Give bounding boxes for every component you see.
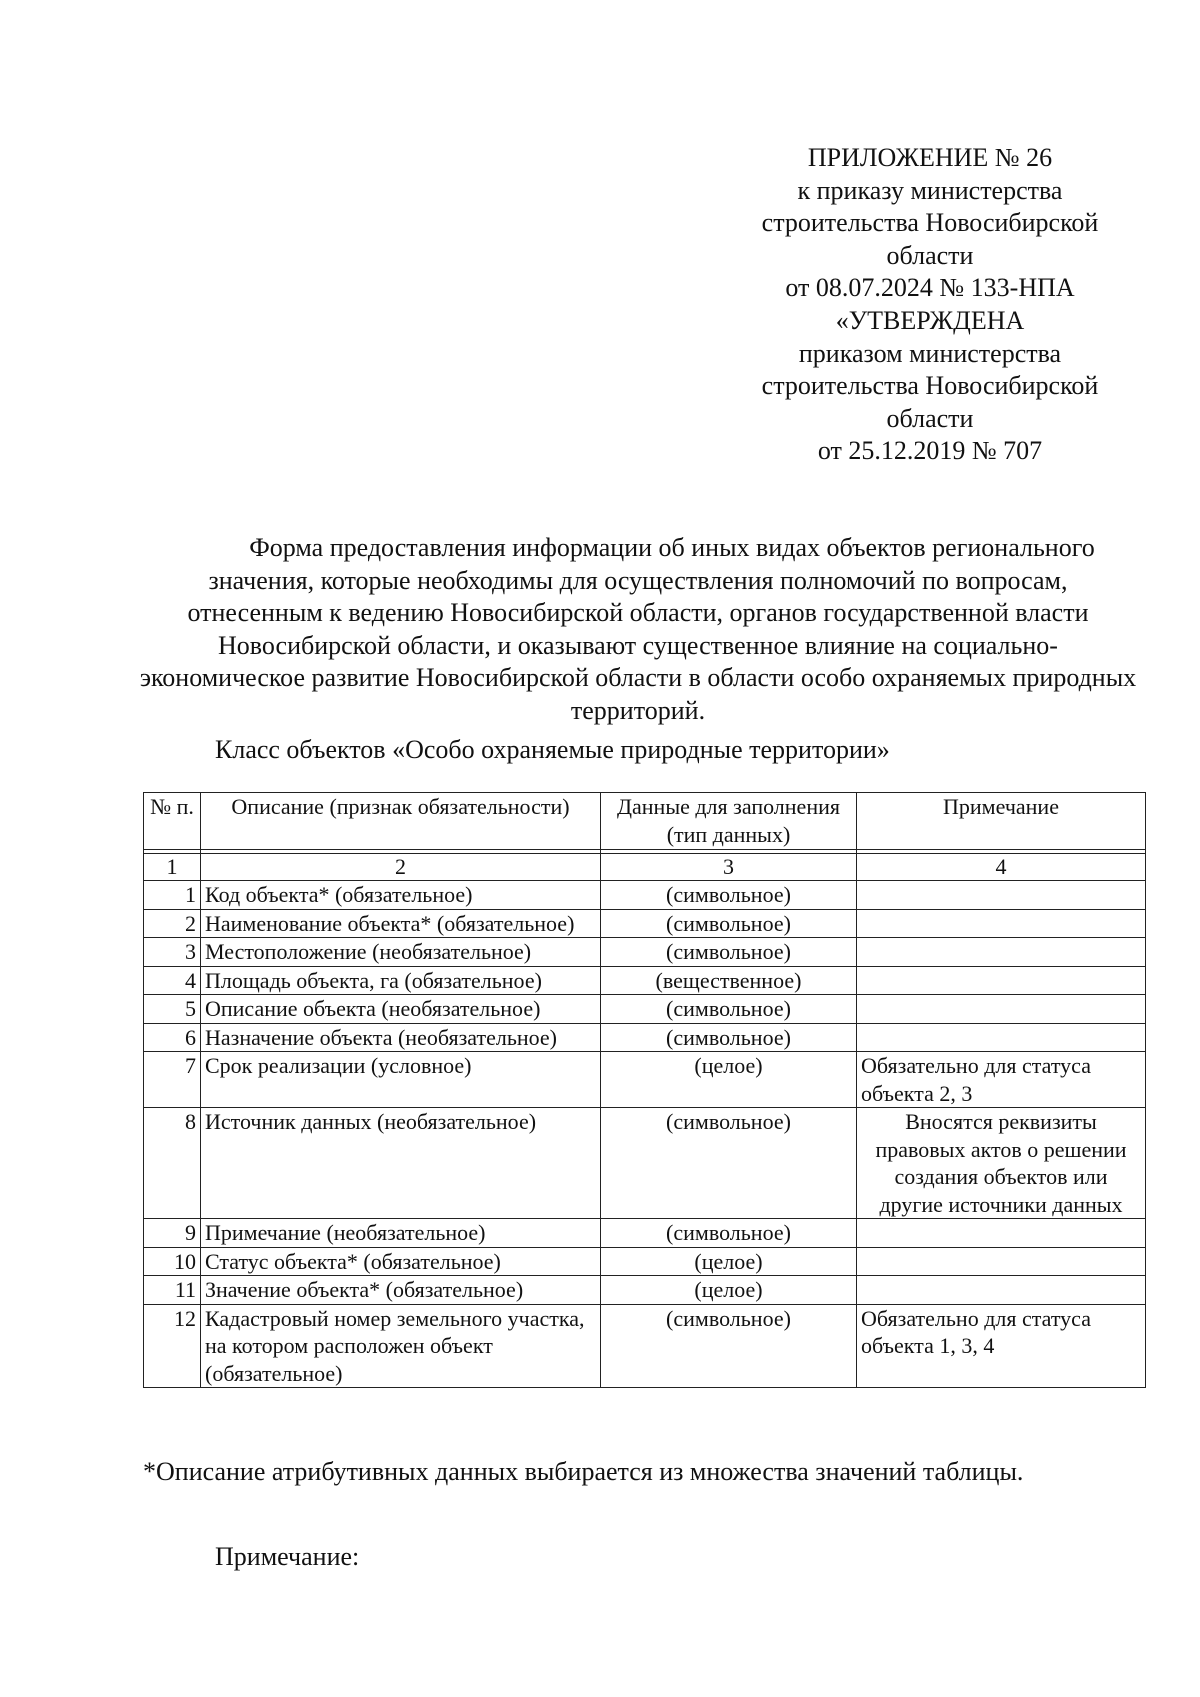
row-number-cell: 8: [144, 1108, 201, 1219]
row-note-cell: [857, 1276, 1146, 1305]
row-type-cell: (символьное): [601, 938, 857, 967]
row-number-cell: 7: [144, 1052, 201, 1108]
table-row: [144, 1023, 1146, 1052]
table-row: [144, 938, 1146, 967]
header-line: от 25.12.2019 № 707: [817, 436, 1043, 466]
row-number-cell: 5: [144, 995, 201, 1024]
row-type-cell: (символьное): [601, 1108, 857, 1219]
row-type-cell: (символьное): [601, 881, 857, 910]
attributes-table: [143, 792, 1146, 1388]
row-description-cell: Местоположение (необязательное): [201, 938, 601, 967]
row-description-cell: Значение объекта* (обязательное): [201, 1276, 601, 1305]
row-note-cell: [857, 938, 1146, 967]
header-line: строительства Новосибирской: [761, 371, 1099, 401]
table-row: [144, 909, 1146, 938]
footnote: *Описание атрибутивных данных выбирается из множества значений таблицы.: [143, 1457, 1024, 1486]
row-type-cell: (вещественное): [601, 966, 857, 995]
row-note-cell: [857, 1023, 1146, 1052]
form-title-text: Форма предоставления информации об иных видах объектов регионального значения, которые необходимы для осуществления полномочий по вопросам, отнесенным к ведению Новосибирской области, органов государственной власти Новосибирской области, и оказывают существенное влияние на социально-экономическое развитие Новосибирской области в области особо охраняемых природных территорий.: [139, 533, 1137, 725]
row-description-cell: Назначение объекта (необязательное): [201, 1023, 601, 1052]
row-type-cell: (символьное): [601, 909, 857, 938]
table-row: [144, 1247, 1146, 1276]
header-line: области: [886, 240, 974, 270]
row-type-cell: (целое): [601, 1247, 857, 1276]
row-number-cell: 12: [144, 1304, 201, 1388]
table-row: [144, 966, 1146, 995]
row-number-cell: 6: [144, 1023, 201, 1052]
row-description-cell: Срок реализации (условное): [201, 1052, 601, 1108]
table-row: [144, 1276, 1146, 1305]
row-description-cell: Описание объекта (необязательное): [201, 995, 601, 1024]
header-line: ПРИЛОЖЕНИЕ № 26: [807, 143, 1053, 172]
row-note-cell: [857, 881, 1146, 910]
row-number-cell: 9: [144, 1219, 201, 1248]
header-cell-data-type: Данные для заполнения (тип данных): [601, 793, 857, 850]
row-description-cell: Источник данных (необязательное): [201, 1108, 601, 1219]
header-cell-note: Примечание: [857, 793, 1146, 850]
row-note-cell: [857, 909, 1146, 938]
table-row: [144, 881, 1146, 910]
header-line: приказом министерства: [798, 338, 1062, 368]
approval-header: [730, 142, 1130, 468]
row-type-cell: (символьное): [601, 1023, 857, 1052]
row-type-cell: (символьное): [601, 1219, 857, 1248]
row-number-cell: 11: [144, 1276, 201, 1305]
header-line: области: [886, 403, 974, 433]
table-row: [144, 1304, 1146, 1388]
table-row: [144, 1219, 1146, 1248]
row-type-cell: (символьное): [601, 1304, 857, 1388]
header-line: «УТВЕРЖДЕНА: [835, 305, 1025, 335]
row-type-cell: (целое): [601, 1276, 857, 1305]
header-cell-number: № п.: [144, 793, 201, 850]
table-row: [144, 1108, 1146, 1219]
row-note-cell: Вносятся реквизиты правовых актов о решении создания объектов или другие источники данных: [857, 1108, 1146, 1219]
row-note-cell: Обязательно для статуса объекта 1, 3, 4: [857, 1304, 1146, 1388]
header-line: к приказу министерства: [797, 175, 1063, 205]
table-header-row: [144, 793, 1146, 850]
header-line: строительства Новосибирской: [761, 208, 1099, 238]
row-number-cell: 1: [144, 881, 201, 910]
table-row: [144, 995, 1146, 1024]
row-description-cell: Код объекта* (обязательное): [201, 881, 601, 910]
form-title: [138, 532, 1138, 728]
row-note-cell: [857, 966, 1146, 995]
row-note-cell: [857, 1247, 1146, 1276]
row-description-cell: Кадастровый номер земельного участка, на котором расположен объект (обязательное): [201, 1304, 601, 1388]
row-type-cell: (целое): [601, 1052, 857, 1108]
row-description-cell: Статус объекта* (обязательное): [201, 1247, 601, 1276]
column-number-cell: 1: [144, 854, 201, 881]
row-number-cell: 3: [144, 938, 201, 967]
column-number-cell: 2: [201, 854, 601, 881]
row-description-cell: Площадь объекта, га (обязательное): [201, 966, 601, 995]
row-type-cell: (символьное): [601, 995, 857, 1024]
table-row: [144, 1052, 1146, 1108]
row-note-cell: [857, 1219, 1146, 1248]
row-number-cell: 10: [144, 1247, 201, 1276]
column-number-cell: 4: [857, 854, 1146, 881]
row-number-cell: 4: [144, 966, 201, 995]
row-note-cell: [857, 995, 1146, 1024]
row-number-cell: 2: [144, 909, 201, 938]
column-number-cell: 3: [601, 854, 857, 881]
column-number-row: [144, 854, 1146, 881]
row-description-cell: Примечание (необязательное): [201, 1219, 601, 1248]
note-label: Примечание:: [215, 1542, 360, 1571]
row-note-cell: Обязательно для статуса объекта 2, 3: [857, 1052, 1146, 1108]
row-description-cell: Наименование объекта* (обязательное): [201, 909, 601, 938]
header-cell-description: Описание (признак обязательности): [201, 793, 601, 850]
header-line: от 08.07.2024 № 133-НПА: [785, 273, 1075, 303]
object-class-line: Класс объектов «Особо охраняемые природные территории»: [215, 735, 890, 764]
